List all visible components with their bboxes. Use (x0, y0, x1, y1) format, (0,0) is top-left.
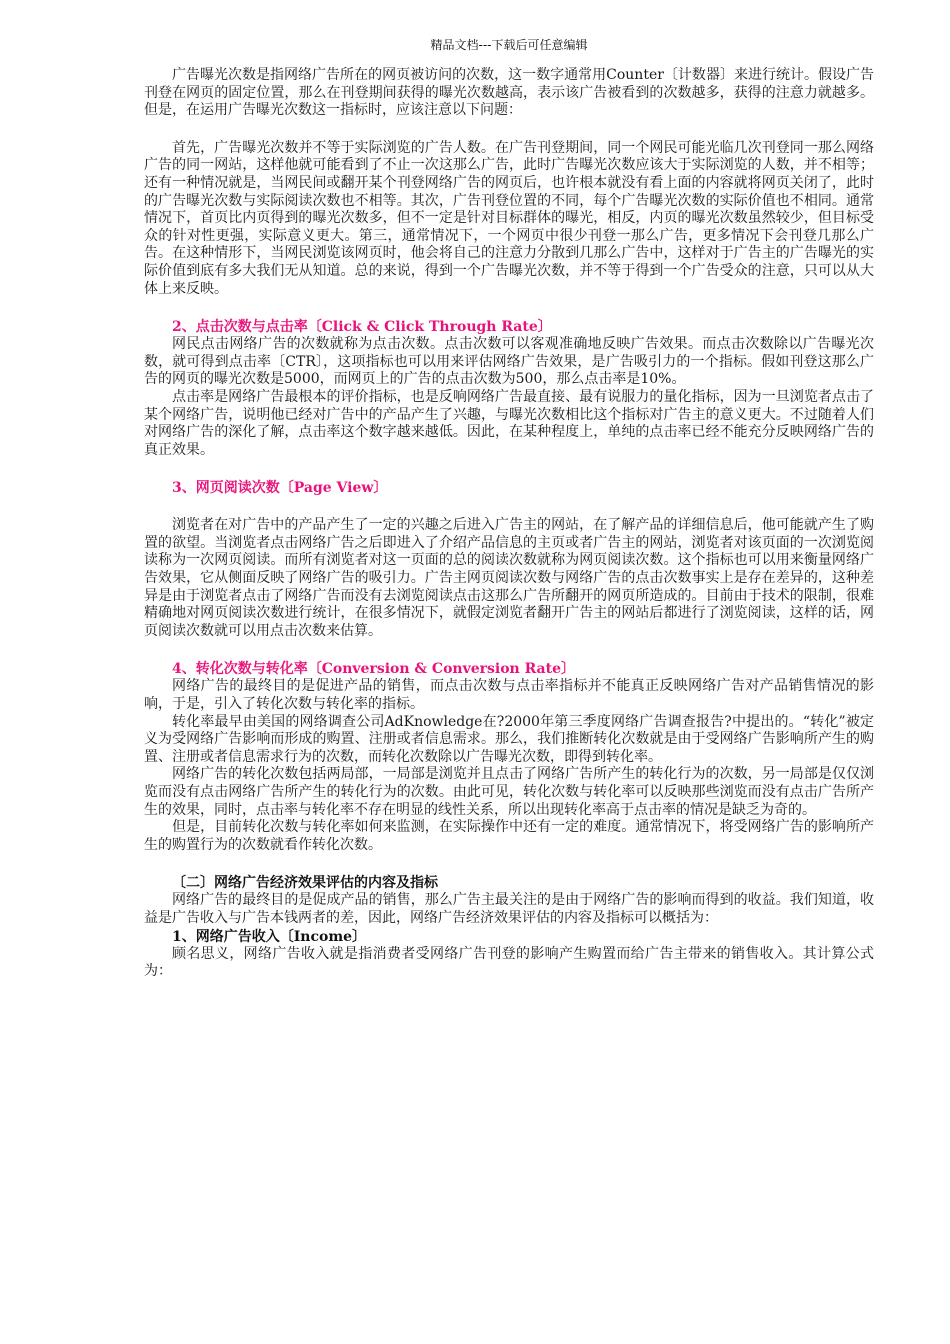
paragraph-exposure-intro: 广告曝光次数是指网络广告所在的网页被访问的次数，这一数字通常用Counter〔计数器〕来进行统计。假设广告刊登在网页的固定位置，那么在刊登期间获得的曝光次数越高，表示该广告被看到的次数越多，获得的注意力就越多。但是，在运用广告曝光次数这一指标时，应该注意以下问题： (144, 67, 874, 119)
section-heading-conversion: 4、转化次数与转化率〔Conversion & Conversion Rate〕 (172, 661, 575, 678)
paragraph-conversion-purpose: 网络广告的最终目的是促进产品的销售，而点击次数与点击率指标并不能真正反映网络广告对产品销售情况的影响，于是，引入了转化次数与转化率的指标。 (144, 678, 874, 713)
paragraph-conversion-definition: 转化率最早由美国的网络调查公司AdKnowledge在?2000年第三季度网络广告调查报告?中提出的。“转化”被定义为受网络广告影响而形成的购置、注册或者信息需求。那么，我们推断转化次数就是由于受网络广告影响所产生的购置、注册或者信息需求行为的次数，而转化次数除以广告曝光次数，即得到转化率。 (144, 713, 874, 765)
section-heading-page-view: 3、网页阅读次数〔Page View〕 (172, 480, 388, 497)
paragraph-conversion-parts: 网络广告的转化次数包括两局部，一局部是浏览并且点击了网络广告所产生的转化行为的次数，另一局部是仅仅浏览而没有点击网络广告所产生的转化行为的次数。由此可见，转化次数与转化率可以反映那些浏览而没有点击广告所产生的效果，同时，点击率与转化率不存在明显的线性关系，所以出现转化率高于点击率的情况是缺乏为奇的。 (144, 766, 874, 818)
section-heading-income: 1、网络广告收入〔Income〕 (172, 928, 367, 945)
paragraph-page-view: 浏览者在对广告中的产品产生了一定的兴趣之后进入广告主的网站，在了解产品的详细信息后，他可能就产生了购置的欲望。当浏览者点击网络广告之后即进入了介绍产品信息的主页或者广告主的网站，浏览者对该页面的一次浏览阅读称为一次网页阅读。而所有浏览者对这一页面的总的阅读次数就称为网页阅读次数。这个指标也可以用来衡量网络广告效果，它从侧面反映了网络广告的吸引力。广告主网页阅读次数与网络广告的点击次数事实上是存在差异的，这种差异是由于浏览者点击了网络广告而没有去浏览阅读点击这那么广告所翻开的网页所造成的。目前由于技术的限制，很难精确地对网页阅读次数进行统计，在很多情况下，就假定浏览者翻开广告主的网站后都进行了浏览阅读，这样的话，网页阅读次数就可以用点击次数来估算。 (144, 517, 874, 639)
paragraph-conversion-monitoring: 但是，目前转化次数与转化率如何来监测，在实际操作中还有一定的难度。通常情况下，将受网络广告的影响所产生的购置行为的次数就看作转化次数。 (144, 819, 874, 853)
page-header: 精品文档---下载后可任意编辑 (430, 38, 588, 52)
paragraph-income: 顾名思义，网络广告收入就是指消费者受网络广告刊登的影响产生购置而给广告主带来的销售收入。其计算公式为： (144, 945, 874, 980)
paragraph-ctr-evaluation: 点击率是网络广告最根本的评价指标，也是反响网络广告最直接、最有说服力的量化指标，因为一旦浏览者点击了某个网络广告，说明他已经对广告中的产品产生了兴趣，与曝光次数相比这个指标对广告主的意义更大。不过随着人们对网络广告的深化了解，点击率这个数字越来越低。因此，在某种程度上，单纯的点击率已经不能充分反映网络广告的真正效果。 (144, 388, 874, 458)
paragraph-exposure-issues: 首先，广告曝光次数并不等于实际浏览的广告人数。在广告刊登期间，同一个网民可能光临几次刊登同一那么网络广告的同一网站，这样他就可能看到了不止一次这那么广告，此时广告曝光次数应该大于实际浏览的人数，并不相等；还有一种情况就是，当网民间或翻开某个刊登网络广告的网页后，也许根本就没有看上面的内容就将网页关闭了，此时的广告曝光次数与实际阅读次数也不相等。其次，广告刊登位置的不同，每个广告曝光次数的实际价值也不相同。通常情况下，首页比内页得到的曝光次数多，但不一定是针对目标群体的曝光，相反，内页的曝光次数虽然较少，但目标受众的针对性更强，实际意义更大。第三，通常情况下，一个网页中很少刊登一那么广告，更多情况下会刊登几那么广告。在这种情形下，当网民浏览该网页时，他会将自己的注意力分散到几那么广告中，这样对于广告主的广告曝光的实际价值到底有多大我们无从知道。总的来说，得到一个广告曝光次数，并不等于得到一个广告受众的注意，只可以从大体上来反映。 (144, 139, 874, 297)
section-heading-ctr: 2、点击次数与点击率〔Click & Click Through Rate〕 (172, 319, 552, 336)
section-heading-economic-effect: 〔二〕网络广告经济效果评估的内容及指标 (172, 875, 438, 892)
paragraph-economic-effect: 网络广告的最终目的是促成产品的销售，那么广告主最关注的是由于网络广告的影响而得到的收益。我们知道，收益是广告收入与广告本钱两者的差，因此，网络广告经济效果评估的内容及指标可以概括为： (144, 892, 874, 926)
paragraph-ctr-definition: 网民点击网络广告的次数就称为点击次数。点击次数可以客观准确地反映广告效果。而点击次数除以广告曝光次数，就可得到点击率〔CTR〕，这项指标也可以用来评估网络广告效果，是广告吸引力的一个指标。假如刊登这那么广告的网页的曝光次数是5000，而网页上的广告的点击次数为500，那么点击率是10%。 (144, 336, 874, 388)
